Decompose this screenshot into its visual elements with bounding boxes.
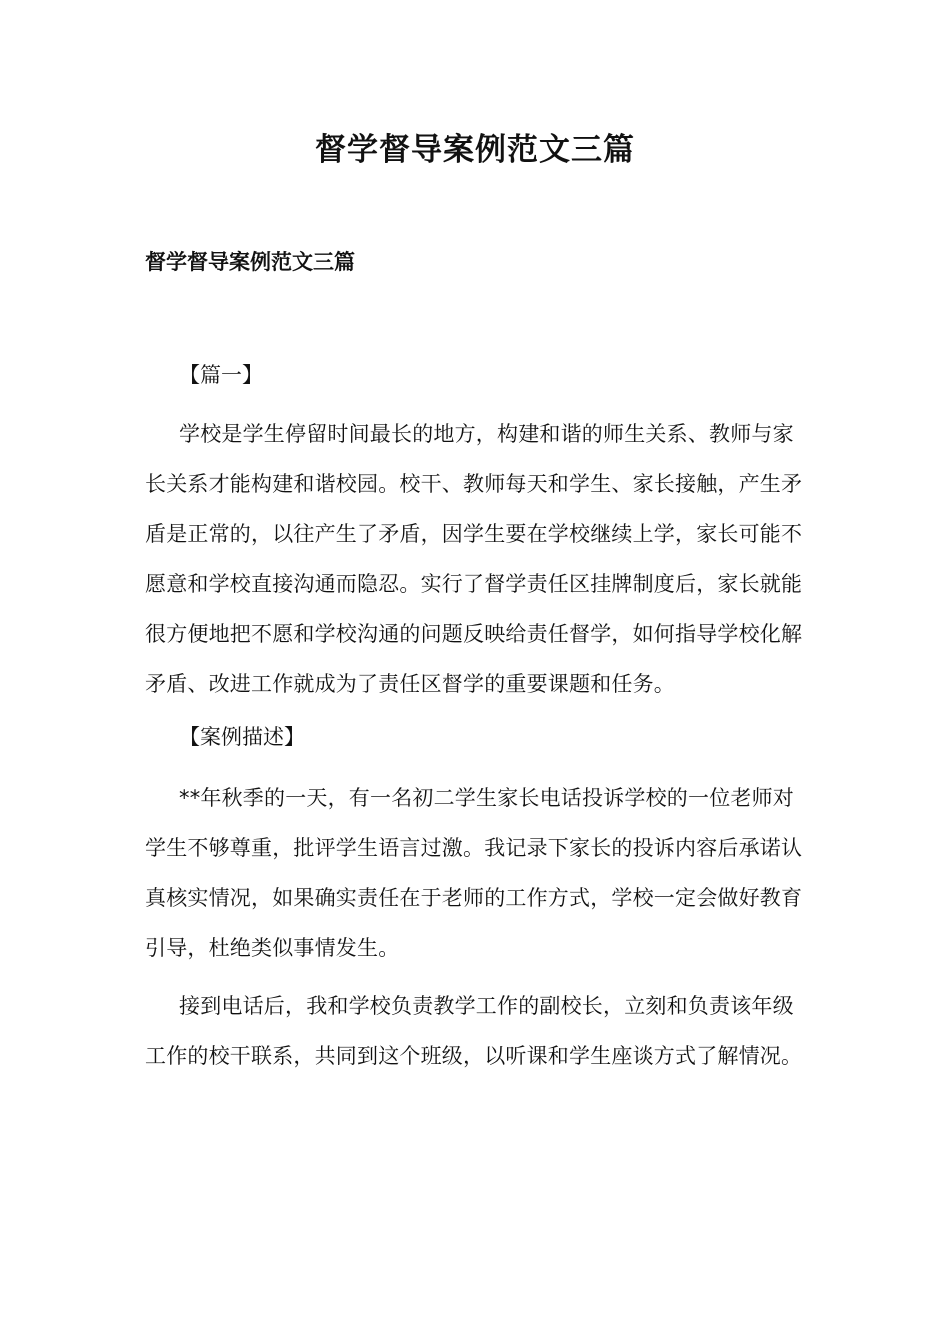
section-label-case: 【案例描述】 xyxy=(179,725,305,749)
section-label-one: 【篇一】 xyxy=(179,363,263,387)
document-body xyxy=(145,355,807,1081)
paragraph-intro: 学校是学生停留时间最长的地方，构建和谐的师生关系、教师与家长关系才能构建和谐校园。校干、教师每天和学生、家长接触，产生矛盾是正常的，以往产生了矛盾，因学生要在学校继续上学，家长可能不愿意和学校直接沟通而隐忍。实行了督学责任区挂牌制度后，家长就能很方便地把不愿和学校沟通的问题反映给责任督学，如何指导学校化解矛盾、改进工作就成为了责任区督学的重要课题和任务。 xyxy=(145,422,803,696)
paragraph-follow-up: 接到电话后，我和学校负责教学工作的副校长，立刻和负责该年级工作的校干联系，共同到这个班级，以听课和学生座谈方式了解情况。 xyxy=(145,994,803,1068)
paragraph-case-description: **年秋季的一天，有一名初二学生家长电话投诉学校的一位老师对学生不够尊重，批评学生语言过激。我记录下家长的投诉内容后承诺认真核实情况，如果确实责任在于老师的工作方式，学校一定会做好教育引导，杜绝类似事情发生。 xyxy=(145,786,803,960)
document-title: 督学督导案例范文三篇 xyxy=(315,132,635,168)
document-subtitle: 督学督导案例范文三篇 xyxy=(145,250,355,274)
